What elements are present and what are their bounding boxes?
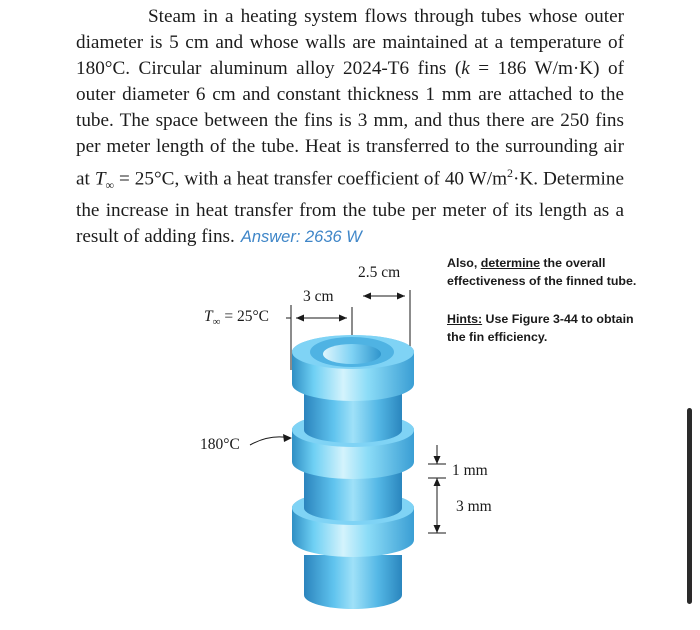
answer-text: Answer: 2636 W [240, 228, 362, 247]
tube-bore [323, 344, 381, 364]
label-2-5cm: 2.5 cm [358, 264, 401, 281]
t-inf-subscript: ∞ [212, 316, 221, 329]
t-inf-symbol: T [204, 308, 213, 325]
arrow-3-right [339, 315, 347, 322]
arrow-fin-mid [434, 478, 441, 486]
finned-tube [292, 335, 414, 609]
arrow-3-left [296, 315, 304, 322]
scrollbar[interactable] [687, 408, 692, 604]
problem-text-4: ·K. Determine the increase in heat transfer from the tube per meter of its length as a result of adding fins. [76, 168, 624, 248]
t-inf-value: = 25°C [220, 308, 269, 325]
note-determine: determine [480, 256, 540, 270]
arrow-wall-temp [283, 434, 292, 442]
arrow-fin-top [434, 456, 441, 464]
k-symbol: k [461, 58, 470, 79]
label-3cm: 3 cm [303, 288, 334, 305]
hint-label: Hints: [447, 312, 483, 326]
problem-text-3: = 25°C, with a heat transfer coefficient of 40 W/m [114, 168, 507, 190]
problem-text-1: Steam in a heating system flows through tubes whose outer diameter is 5 cm and whose walls are maintained at a temperature of 180°C. Circular aluminum alloy 2024-T6 fins ( [76, 6, 624, 79]
arrow-2-5-left [363, 293, 371, 300]
problem-text-2: = 186 W/m·K) of outer diameter 6 cm and constant thickness 1 mm are attached to the tube. The space between the fins is 3 mm, and thus there are 250 fins per meter length of the tube. Heat is transferred to the surrounding air at [76, 58, 624, 190]
tube-bottom-segment [304, 555, 402, 609]
t-subscript: ∞ [105, 178, 115, 193]
label-t-inf [204, 308, 269, 328]
hint-text: Use Figure 3-44 to obtain the fin efficiency. [447, 312, 634, 344]
arrow-2-5-right [397, 293, 405, 300]
superscript-2: 2 [507, 166, 513, 180]
arrow-fin-bottom [434, 525, 441, 533]
label-fin-spacing: 3 mm [456, 498, 492, 515]
label-wall-temp: 180°C [200, 436, 240, 453]
t-symbol: T [94, 168, 106, 190]
label-fin-thickness: 1 mm [452, 462, 488, 479]
note-prefix: Also, [447, 256, 481, 270]
note-suffix: the overall effectiveness of the finned tube. [447, 256, 637, 288]
